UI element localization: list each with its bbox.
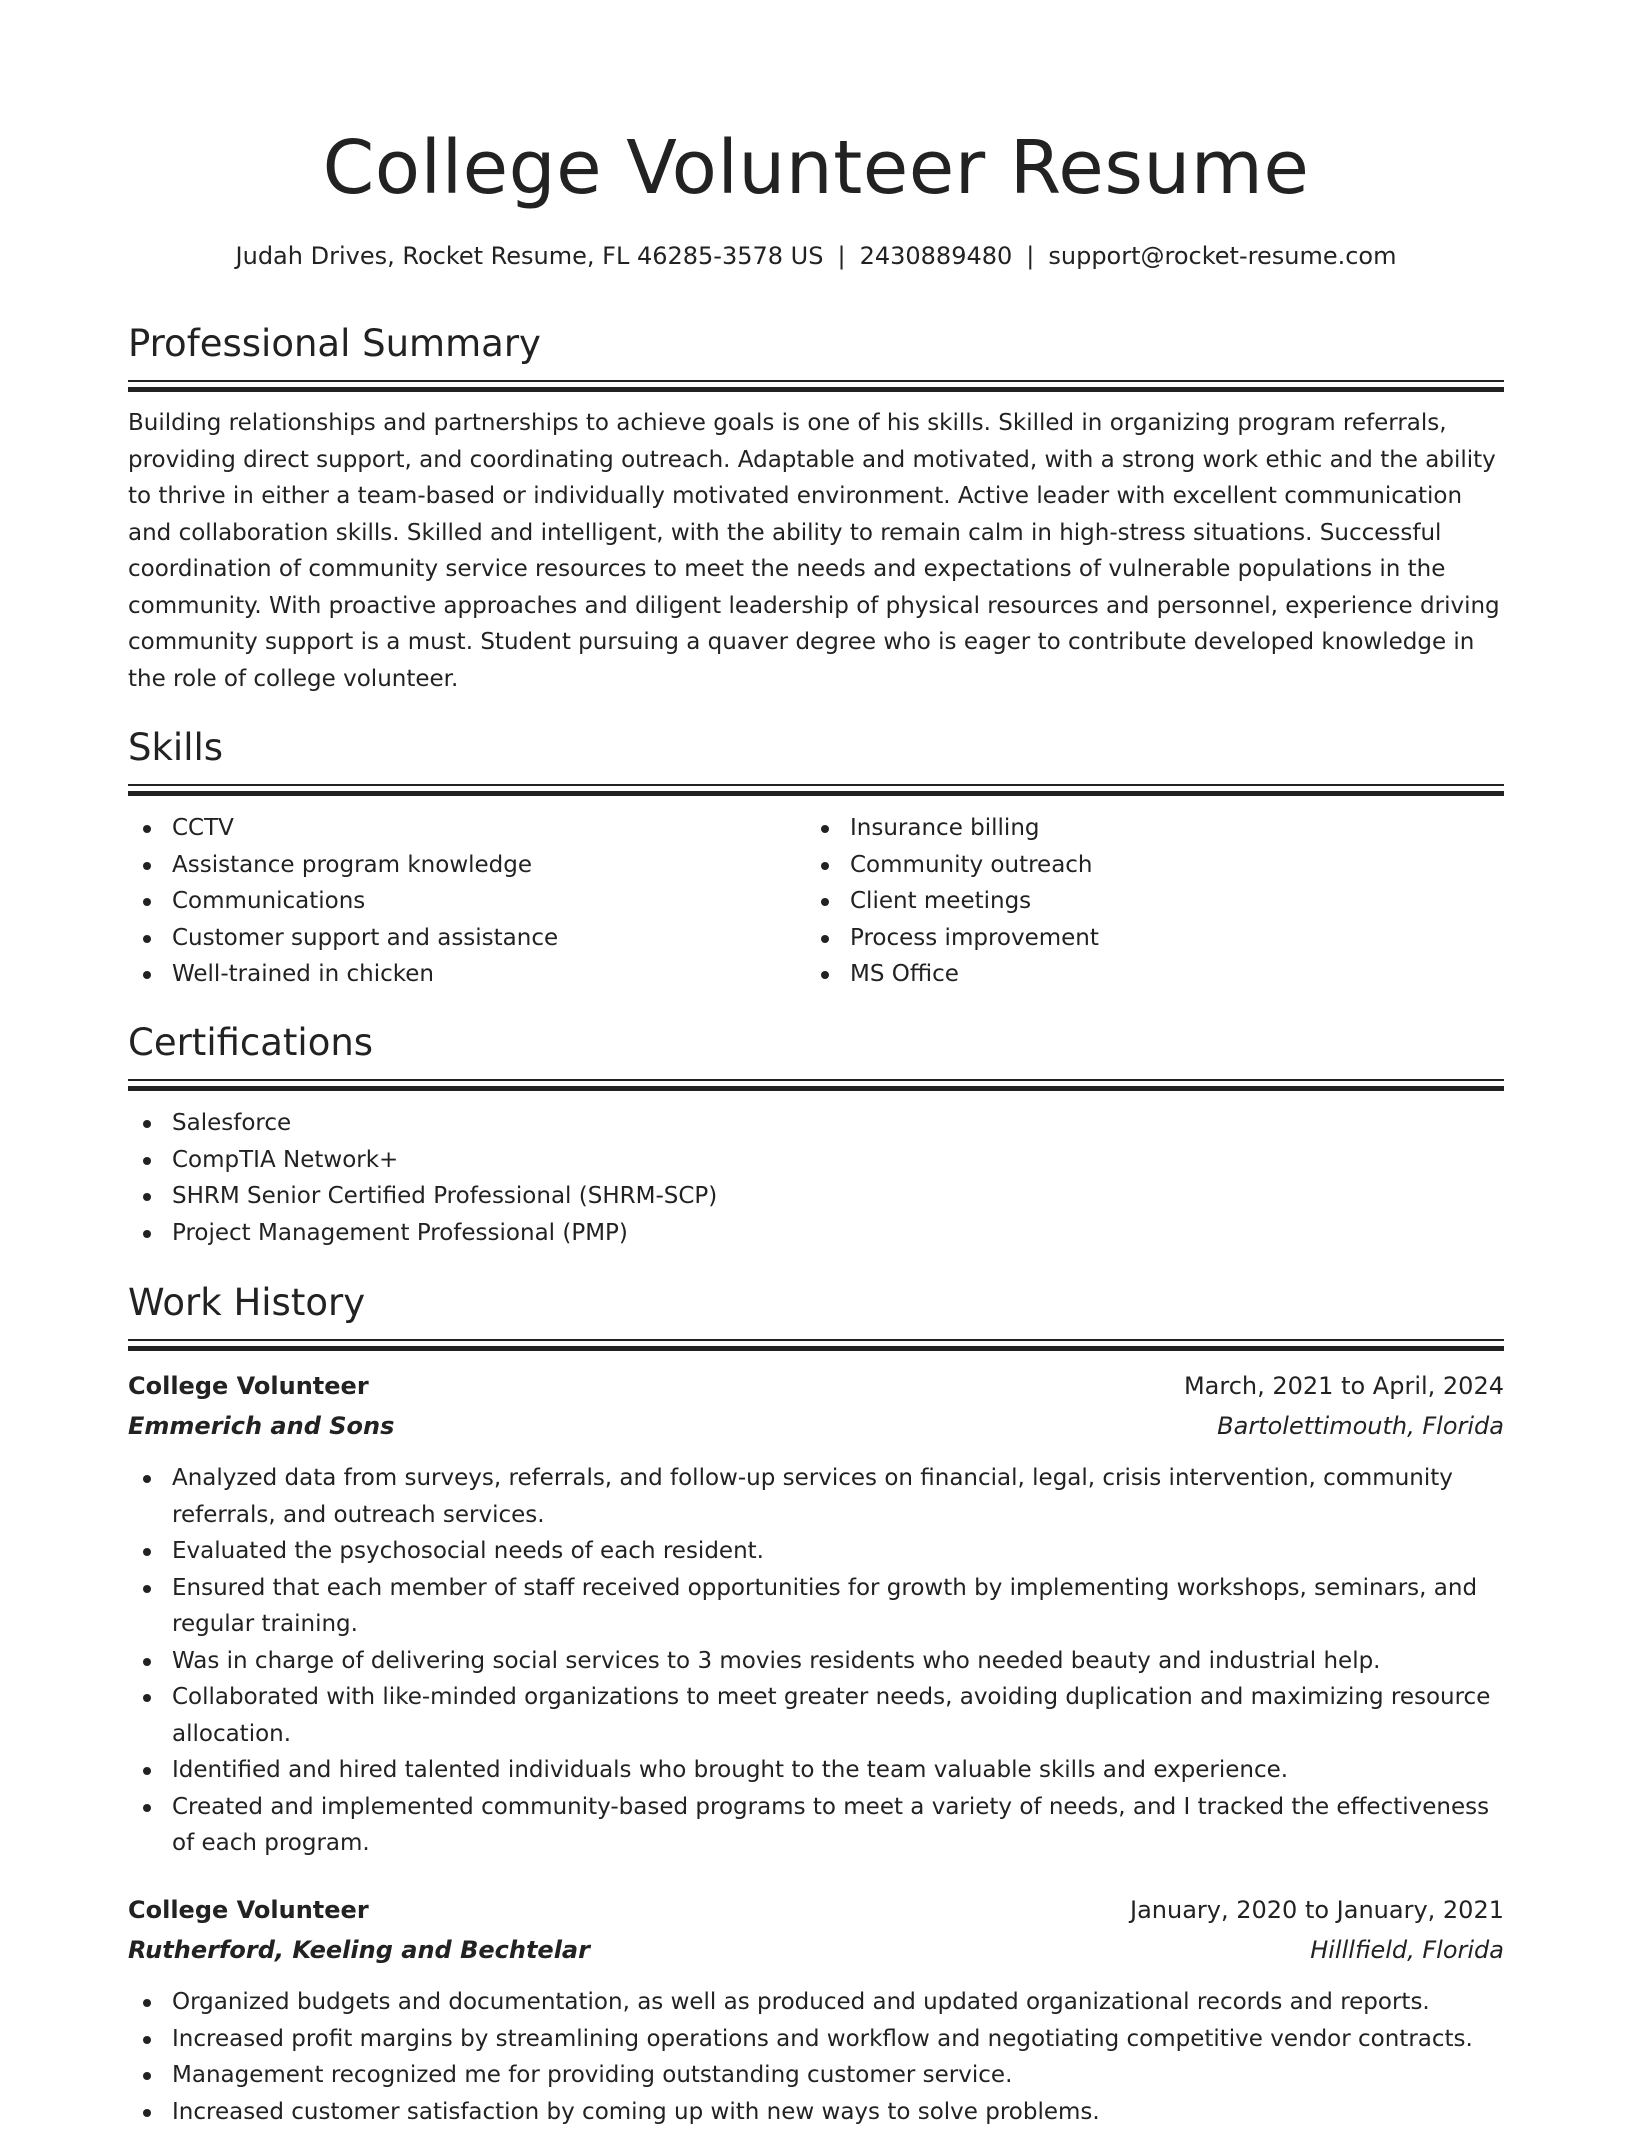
- job-duties-list: [128, 1984, 1504, 2130]
- skill-item: Assistance program knowledge: [128, 847, 788, 884]
- job-duty: Ensured that each member of staff received opportunities for growth by implementing workshops, seminars, and regular training.: [128, 1570, 1504, 1643]
- skill-item: Communications: [128, 883, 788, 920]
- section-divider: [128, 1079, 1504, 1081]
- certifications-list-wrap: [128, 1105, 1504, 1251]
- job-dates: March, 2021 to April, 2024: [1184, 1368, 1504, 1404]
- job-subheader: [128, 1408, 1504, 1448]
- job-duty: Identified and hired talented individuals who brought to the team valuable skills and experience.: [128, 1752, 1504, 1789]
- skills-heading: Skills: [128, 724, 1504, 772]
- skill-item: CCTV: [128, 810, 788, 847]
- job-duty: Created and implemented community-based programs to meet a variety of needs, and I tracked the effectiveness of each program.: [128, 1789, 1504, 1862]
- skills-list-left: [128, 810, 788, 993]
- work-history-section: [128, 1279, 1504, 1341]
- skill-item: MS Office: [806, 956, 1466, 993]
- skill-item: Customer support and assistance: [128, 920, 788, 957]
- certifications-heading: Certifications: [128, 1019, 1504, 1067]
- job-header: [128, 1892, 1504, 1932]
- contact-separator: |: [823, 242, 859, 270]
- skills-section: [128, 724, 1504, 786]
- contact-email: support@rocket-resume.com: [1048, 242, 1396, 270]
- skills-list-right: [806, 810, 1466, 993]
- job-bullets: [128, 1460, 1504, 1862]
- job-duty: Was in charge of delivering social services to 3 movies residents who needed beauty and industrial help.: [128, 1643, 1504, 1680]
- job-duty: Increased profit margins by streamlining operations and workflow and negotiating competitive vendor contracts.: [128, 2021, 1504, 2058]
- skills-column-left: [128, 810, 788, 993]
- job-company: Rutherford, Keeling and Bechtelar: [128, 1932, 590, 1968]
- job-duty: Collaborated with like-minded organizations to meet greater needs, avoiding duplication and maximizing resource allocation.: [128, 1679, 1504, 1752]
- certification-item: CompTIA Network+: [128, 1142, 1504, 1179]
- job-title: College Volunteer: [128, 1368, 369, 1404]
- contact-phone: 2430889480: [860, 242, 1013, 270]
- section-divider: [128, 1339, 1504, 1341]
- section-divider: [128, 380, 1504, 382]
- work-history-heading: Work History: [128, 1279, 1504, 1327]
- certification-item: SHRM Senior Certified Professional (SHRM-SCP): [128, 1178, 1504, 1215]
- summary-text: Building relationships and partnerships to achieve goals is one of his skills. Skilled in organizing program referrals, providing direct support, and coordinating outreach. Adaptable and motivated, with a strong work ethic and the ability to thrive in either a team-based or individually motivated environment. Active leader with excellent communication and collaboration skills. Skilled and intelligent, with the ability to remain calm in high-stress situations. Successful coordination of community service resources to meet the needs and expectations of vulnerable populations in the community. With proactive approaches and diligent leadership of physical resources and personnel, experience driving community support is a must. Student pursuing a quaver degree who is eager to contribute developed knowledge in the role of college volunteer.: [128, 405, 1504, 697]
- job-dates: January, 2020 to January, 2021: [1130, 1892, 1504, 1928]
- certifications-section: [128, 1019, 1504, 1081]
- job-bullets: [128, 1984, 1504, 2130]
- section-divider: [128, 784, 1504, 786]
- skill-item: Well-trained in chicken: [128, 956, 788, 993]
- job-company: Emmerich and Sons: [128, 1408, 394, 1444]
- job-duty: Management recognized me for providing outstanding customer service.: [128, 2057, 1504, 2094]
- summary-section: [128, 320, 1504, 382]
- certification-item: Salesforce: [128, 1105, 1504, 1142]
- certification-item: Project Management Professional (PMP): [128, 1215, 1504, 1252]
- skill-item: Client meetings: [806, 883, 1466, 920]
- certifications-list: [128, 1105, 1504, 1251]
- job-duty: Organized budgets and documentation, as well as produced and updated organizational records and reports.: [128, 1984, 1504, 2021]
- job-duty: Evaluated the psychosocial needs of each resident.: [128, 1533, 1504, 1570]
- skill-item: Community outreach: [806, 847, 1466, 884]
- job-duty: Analyzed data from surveys, referrals, and follow-up services on financial, legal, crisis intervention, community referrals, and outreach services.: [128, 1460, 1504, 1533]
- contact-address: Judah Drives, Rocket Resume, FL 46285-3578 US: [236, 242, 824, 270]
- resume-title: College Volunteer Resume: [128, 118, 1504, 218]
- skills-column-right: [806, 810, 1466, 993]
- job-duties-list: [128, 1460, 1504, 1862]
- skill-item: Process improvement: [806, 920, 1466, 957]
- job-duty: Increased customer satisfaction by coming up with new ways to solve problems.: [128, 2094, 1504, 2130]
- job-location: Bartolettimouth, Florida: [1217, 1408, 1504, 1444]
- skill-item: Insurance billing: [806, 810, 1466, 847]
- contact-separator: |: [1012, 242, 1048, 270]
- contact-line: [128, 238, 1504, 274]
- job-location: Hilllfield, Florida: [1310, 1932, 1504, 1968]
- summary-heading: Professional Summary: [128, 320, 1504, 368]
- job-subheader: [128, 1932, 1504, 1972]
- job-title: College Volunteer: [128, 1892, 369, 1928]
- job-header: [128, 1368, 1504, 1408]
